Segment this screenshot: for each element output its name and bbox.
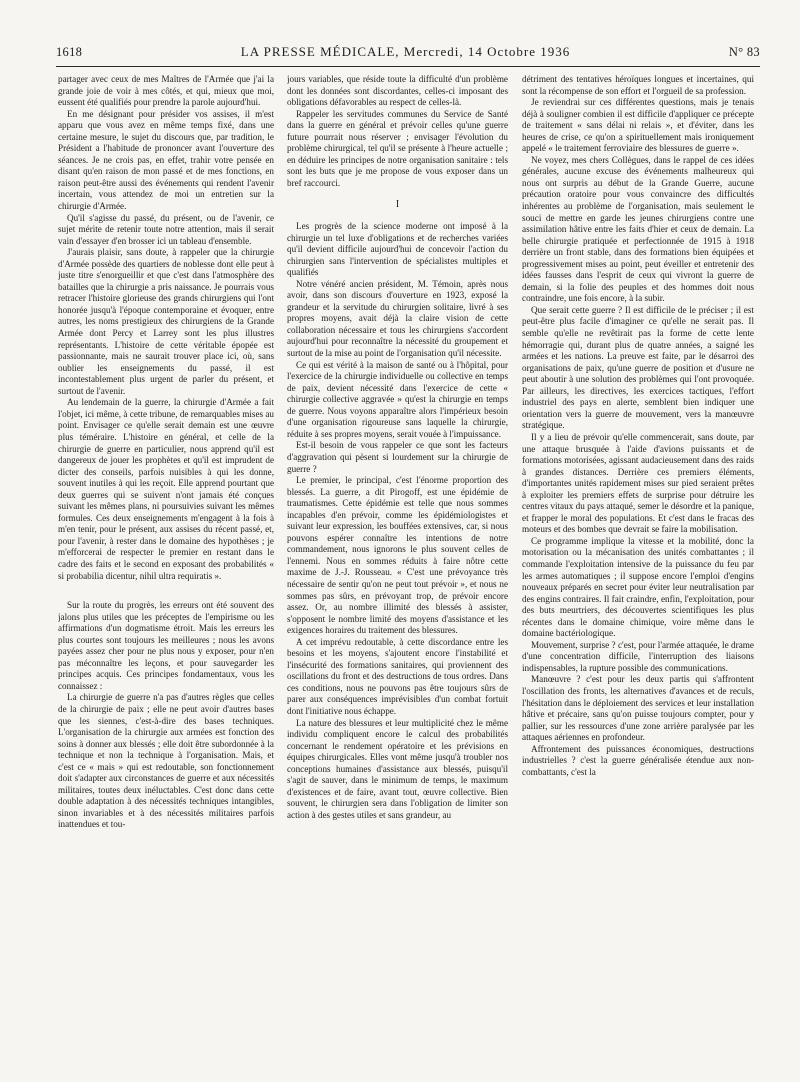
paragraph: Manœuvre ? c'est pour les deux partis qui s'affrontent l'oscillation des fronts, les alternatives d'avances et de reculs, l'hésitation dans le déploiement des services et leur installation hâtive et précaire, sans qu'on puisse toujours compter, pour y pallier, sur les ressources d'une zone arrière paralysée par les attaques aériennes en profondeur.	[522, 674, 754, 743]
paragraph: Mouvement, surprise ? c'est, pour l'armée attaquée, le drame d'une concentration difficile, l'interruption des liaisons indispensables, la rupture possible des communications.	[522, 639, 754, 673]
text-column-3	[522, 74, 754, 1064]
text-column-1	[58, 74, 274, 1064]
paragraph: A cet imprévu redoutable, à cette discordance entre les besoins et les moyens, s'ajoutent encore l'instabilité et l'insécurité des formations sanitaires, qui proviennent des oscillations du front et des destructions de tous ordres. Dans ces conditions, nous ne pouvons pas être toujours sûrs de parer aux conséquences imprévisibles d'un combat fortuit dont l'initiative nous échappe.	[287, 636, 508, 716]
paragraph: Que serait cette guerre ? Il est difficile de le préciser ; il est peut-être plus facile d'imaginer ce qu'elle ne serait pas. Il semble qu'elle ne revêtirait pas la forme de cette lente hémorragie qui, durant plus de quatre années, a saigné les armées et les nations. La preuve est faite, par le désarroi des organisations de paix, qu'une guerre de position et d'usure ne peut aboutir à une solution des problèmes qui l'ont provoquée. Par ailleurs, les directives, les exercices tactiques, l'effort industriel des pays en alerte, semblent bien indiquer une orientation vers la guerre de mouvement, vers la manœuvre stratégique.	[522, 304, 754, 431]
paragraph: Est-il besoin de vous rappeler ce que sont les facteurs d'aggravation qui pèsent si lourdement sur la chirurgie de guerre ?	[287, 440, 508, 474]
journal-title: LA PRESSE MÉDICALE,	[240, 44, 400, 59]
paragraph: Qu'il s'agisse du passé, du présent, ou de l'avenir, ce sujet mérite de retenir toute notre attention, mais il serait vain d'essayer d'en brosser ici un tableau d'ensemble.	[58, 212, 274, 246]
paragraph: Au lendemain de la guerre, la chirurgie d'Armée a fait l'objet, ici même, à cette tribune, de remarquables mises au point. Envisager ce qu'elle serait demain est une œuvre plus téméraire. L'histoire en général, et celle de la chirurgie de guerre en particulier, nous apprend qu'il est dangereux de jouer les prophètes et qu'il est imprudent de dicter des conseils, parfois nuisibles à qui les donne, souvent inutiles à qui les reçoit. Elle apprend pourtant que deux guerres qui se suivent n'ont jamais été conçues suivant les mêmes plans, ni poursuivies suivant les mêmes formules. Ces deux enseignements m'engagent à la fois à m'en tenir, pour le présent, aux assises du récent passé, et, pour l'avenir, à rester dans le domaine des hypothèses ; je m'efforcerai de respecter le premier en restant dans le cadre des faits et le second en exposant des probabilités « si probabilia dicentur, nihil ultra requiratis ».	[58, 397, 274, 581]
journal-title-line	[241, 44, 571, 60]
paragraph: J'aurais plaisir, sans doute, à rappeler que la chirurgie d'Armée possède des quartiers de noblesse dont elle peut à juste titre s'enorgueillir et que c'est dans l'atmosphère des batailles que la chirurgie a pris naissance. Je pourrais vous retracer l'histoire glorieuse des grands chirurgiens qui l'ont honorée jusqu'à l'époque contemporaine et évoquer, entre autres, les noms prestigieux des chirurgiens de la Grande Armée dont Percy et Larrey sont les plus illustres représentants. L'histoire de cette véritable épopée est passionnante, mais ne saurait trouver place ici, où, sans oublier les enseignements du passé, il est incontestablement plus urgent de parler du présent, et surtout de l'avenir.	[58, 247, 274, 396]
paragraph: Ne voyez, mes chers Collègues, dans le rappel de ces idées générales, aucune excuse des événements malheureux qui nous ont surpris au début de la Grande Guerre, aucune précaution oratoire pour vous convaincre des difficultés inhérentes au problème de l'organisation, mais seulement le souci de mettre en garde les jeunes chirurgiens contre une assimilation hâtive entre les faits d'hier et ceux de demain. La belle chirurgie pratiquée et perfectionnée de 1915 à 1918 derrière un front stable, dans des formations bien équipées et progressivement mises au point, peut éveiller et entretenir des idées fausses dans l'esprit de ceux qui vivront la guerre de demain, si la folie des peuples et des hommes doit nous contraindre, une fois encore, à la subir.	[522, 154, 754, 304]
text-column-2	[287, 74, 508, 1064]
paragraph: Ce qui est vérité à la maison de santé ou à l'hôpital, pour l'exercice de la chirurgie individuelle ou collective en temps de paix, devient nécessité dans l'exercice de cette « chirurgie collective aggravée » qu'est la chirurgie en temps de guerre. Nous voyons apparaître alors l'impérieux besoin d'une organisation rigoureuse sans laquelle la chirurgie, réduite à ses propres moyens, serait vouée à l'impuissance.	[287, 359, 508, 439]
paragraph: Sur la route du progrès, les erreurs ont été souvent des jalons plus utiles que les préceptes de l'empirisme ou les affirmations d'un dogmatisme étroit. Mais les erreurs les plus courtes sont toujours les meilleures ; nous les avons payées assez cher pour ne plus nous y exposer, pour n'en pas méconnaître les leçons, et pour sauvegarder les principes acquis. Ces principes fondamentaux, vous les connaissez :	[58, 600, 274, 691]
paragraph: Rappeler les servitudes communes du Service de Santé dans la guerre en général et prévoir celles qu'une guerre future pourrait nous réserver ; envisager l'évolution du problème chirurgical, tel qu'il se présente à l'heure actuelle ; en déduire les principes de notre organisation sanitaire : tels sont les buts que je me propose de vous exposer dans un bref raccourci.	[287, 108, 508, 188]
page-header	[56, 44, 760, 67]
paragraph: La chirurgie de guerre n'a pas d'autres règles que celles de la chirurgie de paix ; elle ne peut avoir d'autres bases que les siennes, c'est-à-dire des bases techniques. L'organisation de la chirurgie aux armées est fonction des soins à donner aux blessés ; elle doit être subordonnée à la technique et non la technique à l'organisation. Mais, et c'est ce « mais » qui est redoutable, son fonctionnement doit s'adapter aux circonstances de guerre et aux nécessités militaires, toutes deux inéluctables. C'est donc dans cette double adaptation à des nécessités techniques intangibles, sinon invariables et à des nécessités militaires parfois inattendues et tou-	[58, 692, 274, 830]
paragraph: La nature des blessures et leur multiplicité chez le même individu compliquent encore le calcul des probabilités concernant le rendement opératoire et les prévisions en équipes chirurgicales. Elles vont même jusqu'à troubler nos conceptions humaines d'assistance aux blessés, puisqu'il s'agit de sauver, dans le minimum de temps, le maximum d'existences et de faire, avant tout, œuvre collective. Bien souvent, le chirurgien sera dans l'obligation de limiter son action à des gestes utiles et sans grandeur, au	[287, 717, 508, 820]
section-number: I	[395, 199, 400, 211]
paragraph: Le premier, le principal, c'est l'énorme proportion des blessés. La guerre, a dit Pirogoff, est une épidémie de traumatismes. Cette épidémie est telle que nous sommes incapables d'en prévoir, comme les épidémiologistes et suivant leur expression, les bouffées extensives, car, si nous pouvons espérer connaître les intentions de notre commandement, nous ignorons le plus souvent celles de l'ennemi. Nous en sommes réduits à faire nôtre cette maxime de J.-J. Rousseau. « C'est une prévoyance très nécessaire de sentir qu'on ne peut tout prévoir », et nous ne sommes pas sûrs, en prévoyant trop, de prévoir encore assez. Or, au nombre illimité des blessés à assister, s'opposent le nombre limité des moyens d'assistance et les exigences horaires du traitement des blessures.	[287, 475, 508, 636]
page-number: 1618	[56, 45, 83, 59]
paragraph: Il y a lieu de prévoir qu'elle commencerait, sans doute, par une attaque brusquée à l'aide d'avions puissants et de formations motorisées, agissant audacieusement dans des raids à grandes distances. Derrière ces premiers éléments, d'importantes unités rapidement mises sur pied seraient prêtes à exploiter les premiers effets de surprise pour détruire les centres vitaux du pays attaqué, semer le désordre et la panique, et frapper le moral des populations. Et c'est dans le fracas des moteurs et des bombes que devrait se faire la mobilisation.	[522, 431, 754, 535]
paragraph: Les progrès de la science moderne ont imposé à la chirurgie un tel luxe d'obligations et de recherches variées qu'il devient difficile aujourd'hui de concevoir l'action du chirurgien sans l'intervention de spécialistes multiples et qualifiés	[287, 221, 508, 278]
paragraph: Notre vénéré ancien président, M. Témoin, après nous avoir, dans son discours d'ouverture en 1923, exposé la grandeur et la servitude du chirurgien solitaire, livré à ses propres moyens, avait déjà la claire vision de cette collaboration nécessaire et tous les chirurgiens s'accordent aujourd'hui pour reconnaître la nécessité du groupement et surtout de la mise au point de l'organisation qu'il nécessite.	[287, 278, 508, 359]
issue-number: N° 83	[728, 45, 760, 59]
paragraph: En me désignant pour présider vos assises, il m'est apparu que vous avez en même temps fixé, dans une certaine mesure, le sujet du discours que, par tradition, le Président a l'habitude de prononcer avant l'ouverture des séances. Je ne crois pas, en effet, trahir votre pensée en disant qu'en raison de mon passé et de mes fonctions, en raison peut-être aussi des événements qui rendent l'avenir incertain, vous attendez de moi un entretien sur la chirurgie d'Armée.	[58, 108, 274, 212]
paragraph: Je reviendrai sur ces différentes questions, mais je tenais déjà à souligner combien il est difficile d'appliquer ce précepte de traitement « sans délai ni relais », et d'éviter, dans les heures de crise, ce qu'on a spirituellement mais ironiquement appelé « le traitement ferroviaire des blessures de guerre ».	[522, 97, 754, 154]
paragraph: Ce programme implique la vitesse et la mobilité, donc la motorisation ou la mécanisation des unités combattantes ; il commande l'exploitation intensive de la puissance du feu par les armes automatiques ; il suppose encore l'emploi d'engins nouveaux préparés en secret pour éviter leur neutralisation par des engins contraires. Il fait craindre, enfin, l'exploitation, pour des buts meurtriers, des découvertes scientifiques les plus récentes dans le domaine chimique, voire même dans le domaine bactériologique.	[522, 535, 754, 639]
issue-date: Mercredi, 14 Octobre 1936	[403, 44, 571, 59]
paragraph: partager avec ceux de mes Maîtres de l'Armée que j'ai la grande joie de voir à mes côtés, et qui, mieux que moi, eussent été qualifiés pour prendre la parole aujourd'hui.	[58, 74, 274, 108]
paragraph: jours variables, que réside toute la difficulté d'un problème dont les données sont discordantes, celles-ci imposant des obligations défavorables au respect de celles-là.	[287, 74, 508, 108]
paragraph: détriment des tentatives héroïques longues et incertaines, qui sont la récompense de son effort et l'orgueil de sa profession.	[522, 74, 754, 96]
paragraph: Affrontement des puissances économiques, destructions industrielles ? c'est la guerre généralisée étendue aux non-combattants, c'est la	[522, 743, 754, 777]
